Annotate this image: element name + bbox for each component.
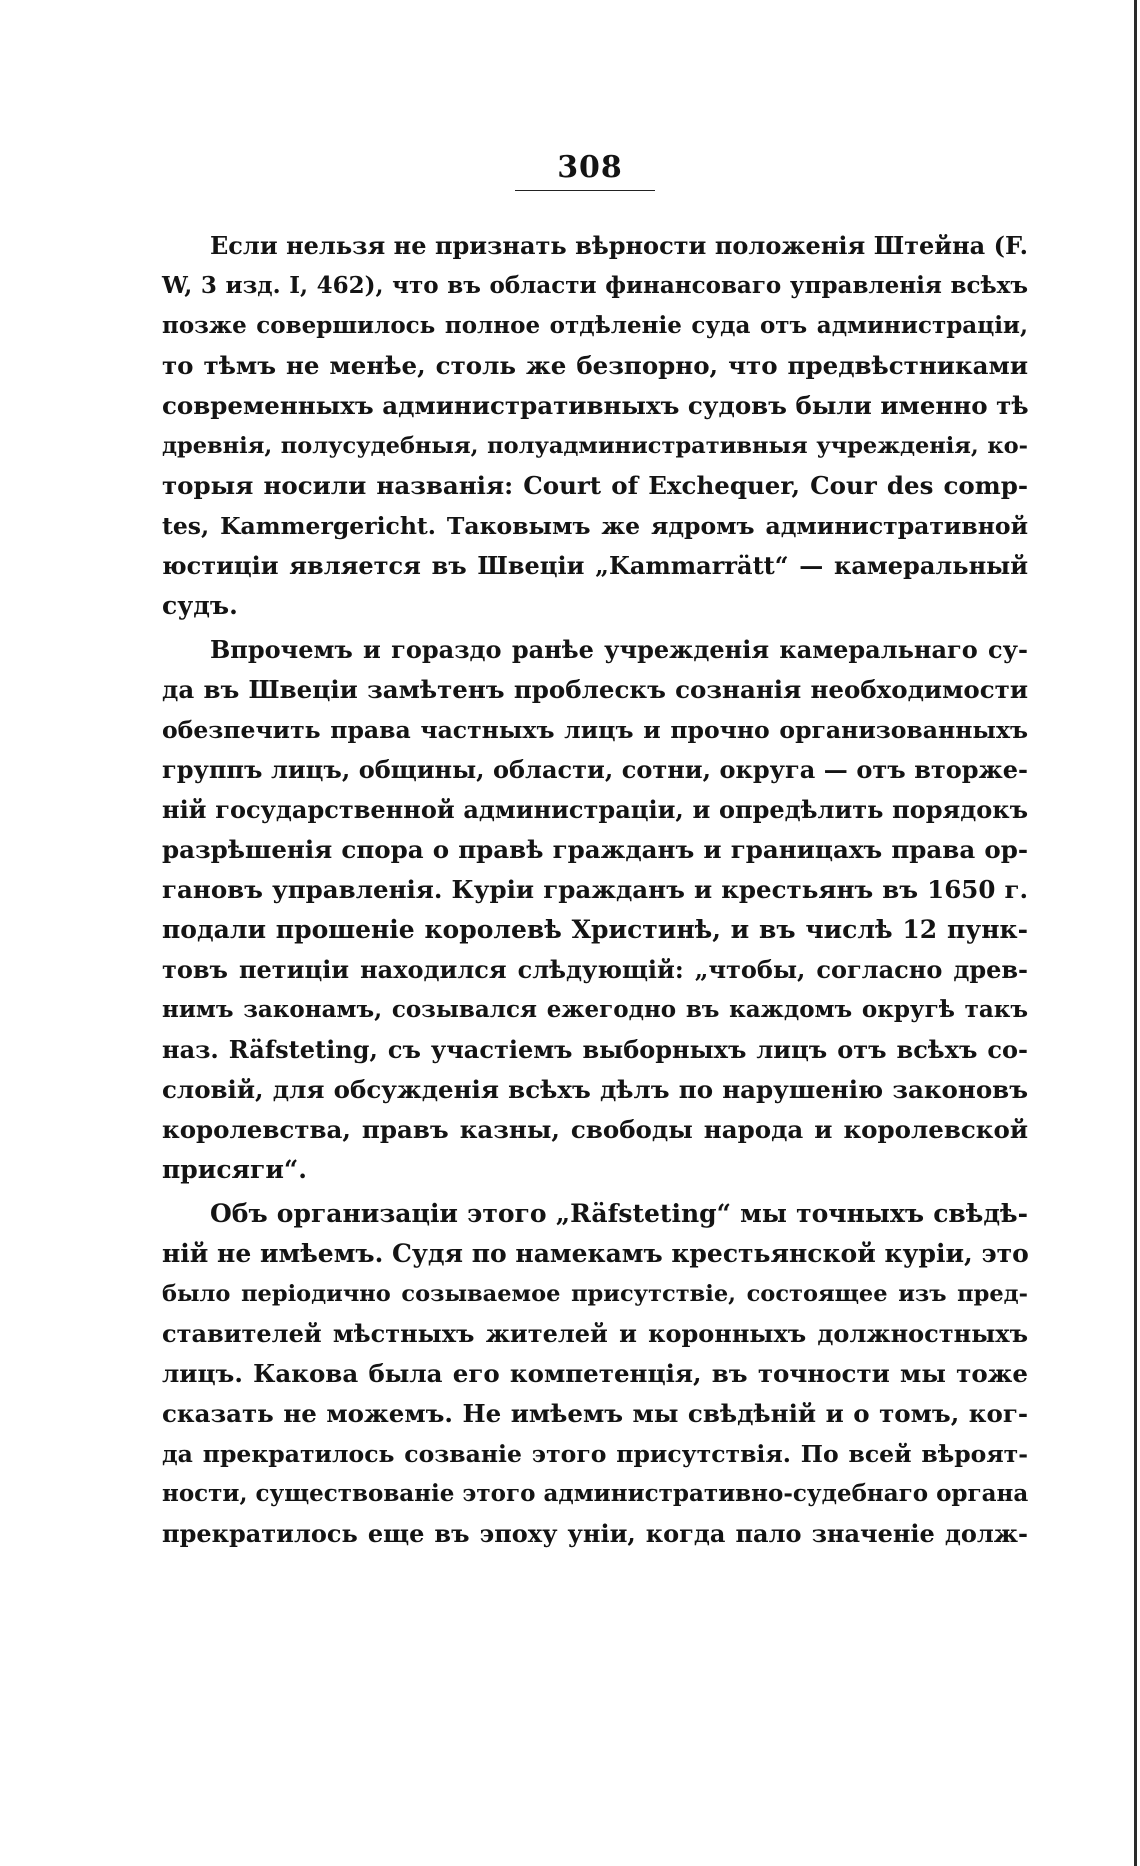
text-line: ности, существованіе этого административно-судебнаго органа — [162, 1480, 1029, 1507]
text-line: было періодично созываемое присутствіе, состоящее изъ пред- — [162, 1281, 1028, 1307]
text-line: Если нельзя не признать вѣрности положенія Штейна (F. — [210, 231, 1028, 260]
text-line: W, 3 изд. I, 462), что въ области финансоваго управленія всѣхъ — [162, 272, 1028, 299]
text-line: ній не имѣемъ. Судя по намекамъ крестьянской куріи, это — [162, 1239, 1029, 1268]
page-number-rule — [515, 190, 655, 191]
text-line: словій, для обсужденія всѣхъ дѣлъ по нарушенію законовъ — [162, 1075, 1028, 1104]
page-number: 308 — [557, 150, 623, 185]
text-line: королевства, правъ казны, свободы народа и королевской — [162, 1115, 1028, 1144]
body-text — [162, 226, 1028, 1554]
text-line: товъ петиціи находился слѣдующій: „чтобы, согласно древ- — [162, 955, 1028, 984]
text-line: Впрочемъ и гораздо ранѣе учрежденія камеральнаго су- — [210, 635, 1028, 664]
text-line: нимъ законамъ, созывался ежегодно въ каждомъ округѣ такъ — [162, 996, 1028, 1023]
text-line: прекратилось еще въ эпоху уніи, когда пало значеніе долж- — [162, 1519, 1028, 1548]
text-line: то тѣмъ не менѣе, столь же безпорно, что предвѣстниками — [162, 351, 1028, 380]
text-line: судъ. — [162, 591, 238, 620]
text-line: присяги“. — [162, 1155, 307, 1184]
text-line: группъ лицъ, общины, области, сотни, округа — отъ вторже- — [162, 755, 1028, 784]
text-line: древнія, полусудебныя, полуадминистративныя учрежденія, ко- — [162, 433, 1028, 459]
text-line: лицъ. Какова была его компетенція, въ точности мы тоже — [162, 1359, 1028, 1388]
text-line: современныхъ административныхъ судовъ были именно тѣ — [162, 391, 1029, 420]
text-line: позже совершилось полное отдѣленіе суда отъ администраціи, — [162, 312, 1028, 339]
text-line: да въ Швеціи замѣтенъ проблескъ сознанія необходимости — [162, 675, 1028, 704]
text-line: tes, Kammergericht. Таковымъ же ядромъ административной — [162, 512, 1028, 540]
text-line: гановъ управленія. Куріи гражданъ и крестьянъ въ 1650 г. — [162, 875, 1028, 904]
text-line: юстиціи является въ Швеціи „Kammarrätt“ — камеральный — [162, 551, 1028, 580]
text-line: да прекратилось созваніе этого присутствія. По всей вѣроят- — [162, 1440, 1028, 1468]
text-line: Объ организаціи этого „Räfsteting“ мы точныхъ свѣдѣ- — [210, 1199, 1028, 1228]
text-line: обезпечить права частныхъ лицъ и прочно организованныхъ — [162, 716, 1028, 744]
text-line: торыя носили названія: Court of Exchequer, Cour des comp- — [162, 471, 1028, 500]
text-line: ставителей мѣстныхъ жителей и коронныхъ должностныхъ — [162, 1319, 1028, 1348]
text-line: наз. Räfsteting, съ участіемъ выборныхъ лицъ отъ всѣхъ со- — [162, 1035, 1028, 1064]
text-line: разрѣшенія спора о правѣ гражданъ и границахъ права ор- — [162, 835, 1028, 864]
text-line: сказать не можемъ. Не имѣемъ мы свѣдѣній и о томъ, ког- — [162, 1399, 1028, 1428]
page-edge-shadow — [1134, 0, 1137, 1866]
text-line: подали прошеніе королевѣ Христинѣ, и въ числѣ 12 пунк- — [162, 915, 1028, 944]
text-line: ній государственной администраціи, и опредѣлить порядокъ — [162, 795, 1028, 824]
